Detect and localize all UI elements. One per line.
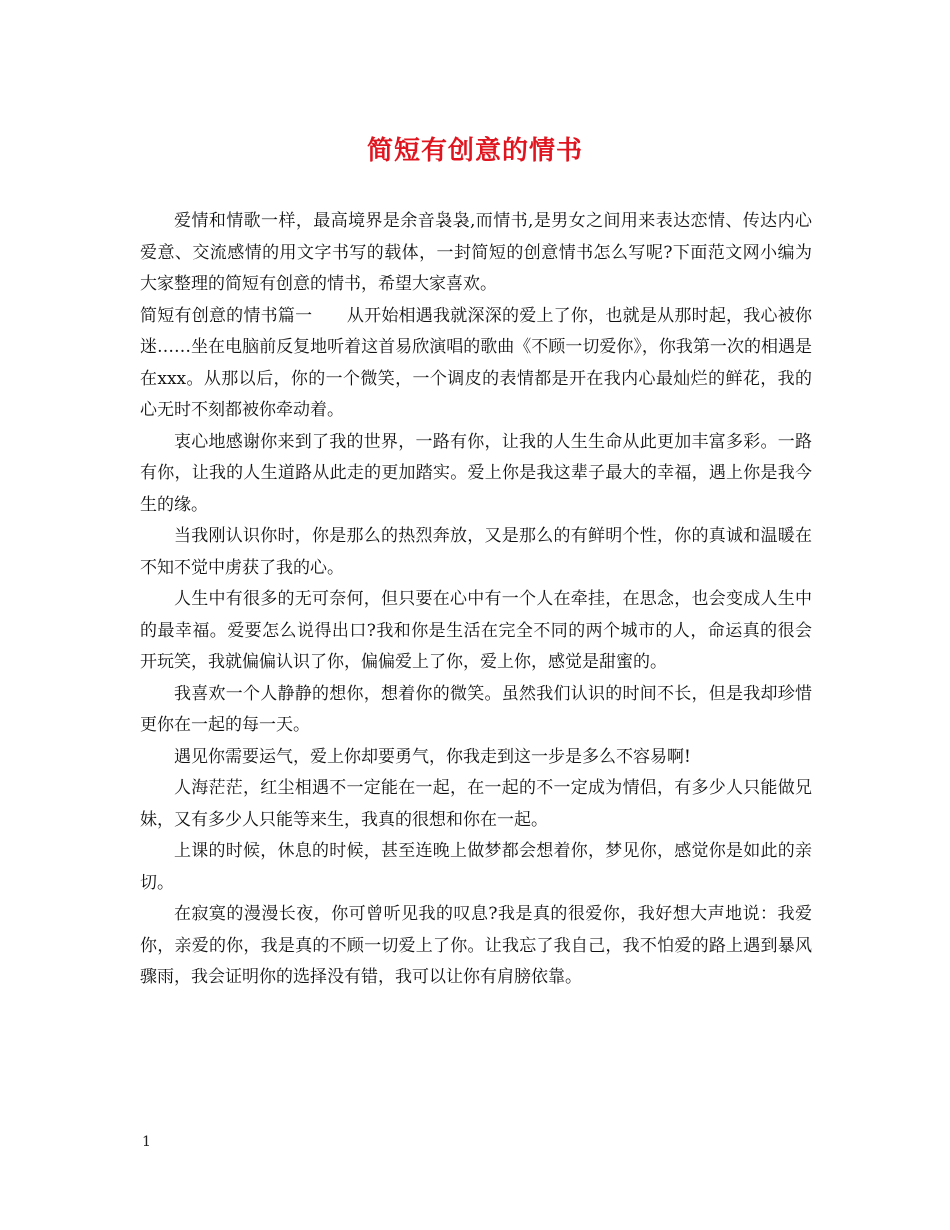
paragraph: 在寂寞的漫漫长夜，你可曾听见我的叹息?我是真的很爱你，我好想大声地说：我爱你，亲爱的你，我是真的不顾一切爱上了你。让我忘了我自己，我不怕爱的路上遇到暴风骤雨，我会证明你的选择没有错，我可以让你有肩膀依靠。 bbox=[140, 904, 812, 987]
paragraph: 人生中有很多的无可奈何，但只要在心中有一个人在牵挂，在思念，也会变成人生中的最幸福。爱要怎么说得出口?我和你是生活在完全不同的两个城市的人，命运真的很会开玩笑，我就偏偏认识了你，偏偏爱上了你，爱上你，感觉是甜蜜的。 bbox=[140, 589, 812, 672]
paragraph: 衷心地感谢你来到了我的世界，一路有你，让我的人生生命从此更加丰富多彩。一路有你，让我的人生道路从此走的更加踏实。爱上你是我这辈子最大的幸福，遇上你是我今生的缘。 bbox=[140, 431, 812, 515]
paragraph: 当我刚认识你时，你是那么的热烈奔放，又是那么的有鲜明个性，你的真诚和温暖在不知不觉中虏获了我的心。 bbox=[140, 526, 812, 578]
paragraph: 上课的时候，休息的时候，甚至连晚上做梦都会想着你，梦见你，感觉你是如此的亲切。 bbox=[140, 841, 812, 893]
document-body bbox=[140, 206, 812, 994]
page-number: 1 bbox=[142, 1134, 151, 1150]
paragraph: 人海茫茫，红尘相遇不一定能在一起，在一起的不一定成为情侣，有多少人只能做兄妹，又有多少人只能等来生，我真的很想和你在一起。 bbox=[140, 778, 812, 830]
paragraph-intro: 爱情和情歌一样，最高境界是余音袅袅,而情书,是男女之间用来表达恋情、传达内心爱意、交流感情的用文字书写的载体，一封简短的创意情书怎么写呢?下面范文网小编为大家整理的简短有创意的情书，希望大家喜欢。 bbox=[140, 211, 812, 294]
paragraph: 遇见你需要运气，爱上你却要勇气，你我走到这一步是多么不容易啊! bbox=[174, 746, 691, 767]
document-title: 简短有创意的情书 bbox=[366, 136, 583, 166]
paragraph: 我喜欢一个人静静的想你，想着你的微笑。虽然我们认识的时间不长，但是我却珍惜更你在一起的每一天。 bbox=[140, 683, 812, 735]
paragraph-section-one: 简短有创意的情书篇一 从开始相遇我就深深的爱上了你，也就是从那时起，我心被你迷……坐在电脑前反复地听着这首易欣演唱的歌曲《不顾一切爱你》，你我第一次的相遇是在xxx。从那以后，你的一个微笑，一个调皮的表情都是开在我内心最灿烂的鲜花，我的心无时不刻都被你牵动着。 bbox=[140, 305, 812, 420]
